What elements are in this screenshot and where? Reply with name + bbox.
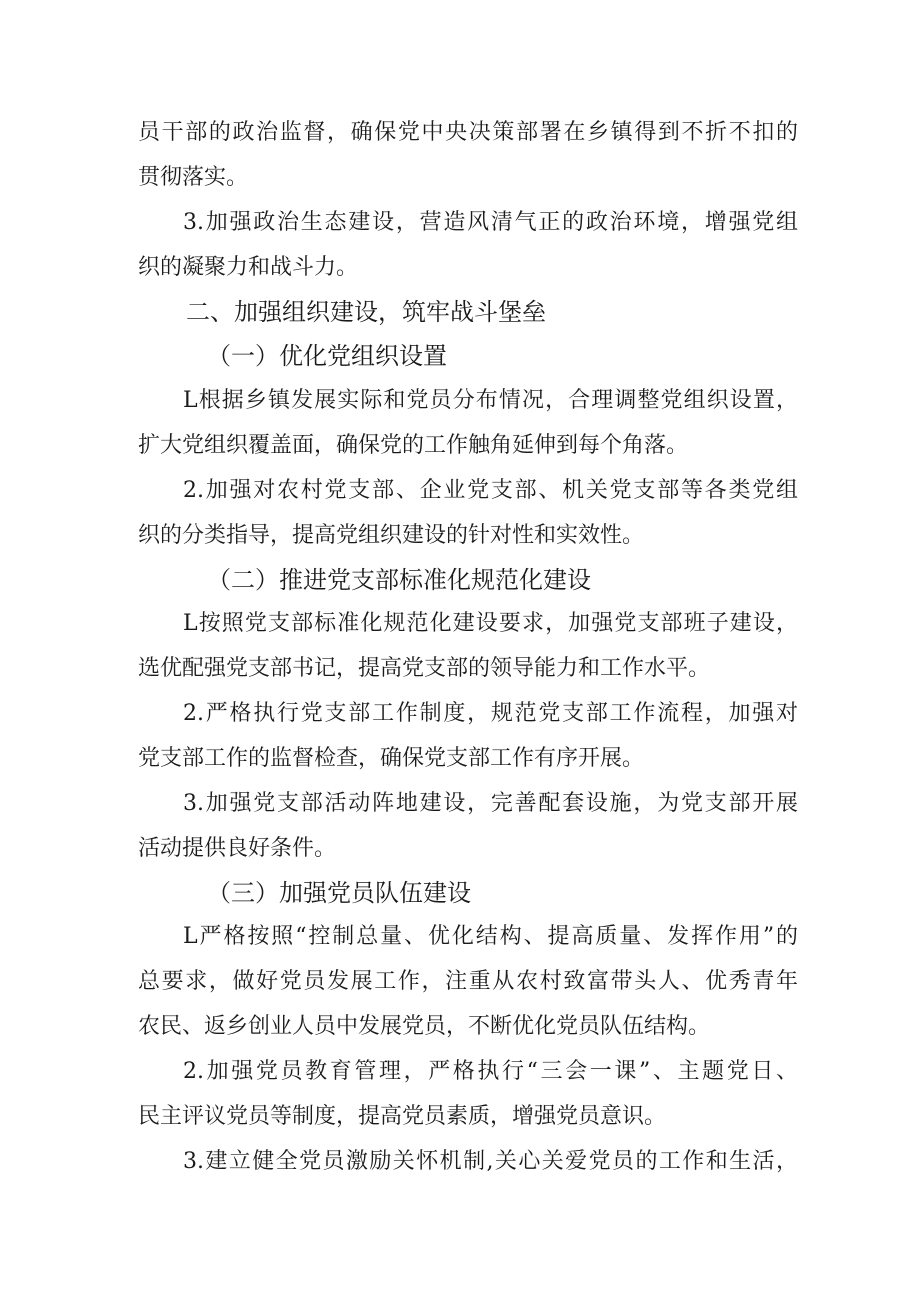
paragraph-line: 选优配强党支部书记，提高党支部的领导能力和工作水平。 xyxy=(138,656,711,681)
paragraph-line: 2.加强党员教育管理，严格执行“三会一课”、主题党日、 xyxy=(183,1059,798,1084)
paragraph-line: L严格按照“控制总量、优化结构、提高质量、发挥作用”的 xyxy=(183,924,798,949)
paragraph-line: 3.建立健全党员激励关怀机制,关心关爱党员的工作和生活， xyxy=(183,1149,798,1174)
paragraph-line: 3.加强党支部活动阵地建设，完善配套设施，为党支部开展 xyxy=(183,791,798,816)
paragraph-line: L根据乡镇发展实际和党员分布情况，合理调整党组织设置， xyxy=(183,388,798,413)
paragraph-line: 农民、返乡创业人员中发展党员，不断优化党员队伍结构。 xyxy=(138,1014,711,1039)
paragraph-line: 扩大党组织覆盖面，确保党的工作触角延伸到每个角落。 xyxy=(138,433,689,458)
paragraph-line: 员干部的政治监督，确保党中央决策部署在乡镇得到不折不扣的 xyxy=(138,120,798,145)
paragraph-line: 民主评议党员等制度，提高党员素质，增强党员意识。 xyxy=(138,1104,667,1129)
paragraph-line: L按照党支部标准化规范化建设要求，加强党支部班子建设， xyxy=(183,611,798,636)
paragraph-line: 2.加强对农村党支部、企业党支部、机关党支部等各类党组 xyxy=(183,478,798,503)
subsection-heading: （三）加强党员队伍建设 xyxy=(207,879,471,907)
paragraph-line: 贯彻落实。 xyxy=(138,165,249,190)
paragraph-line: 织的凝聚力和战斗力。 xyxy=(138,255,359,280)
paragraph-line: 织的分类指导，提高党组织建设的针对性和实效性。 xyxy=(138,523,645,548)
section-heading: 二、加强组织建设，筑牢战斗堡垒 xyxy=(186,298,546,326)
paragraph-line: 3.加强政治生态建设，营造风清气正的政治环境，增强党组 xyxy=(183,210,798,235)
subsection-heading: （二）推进党支部标准化规范化建设 xyxy=(207,566,591,594)
subsection-heading: （一）优化党组织设置 xyxy=(207,342,447,370)
paragraph-line: 总要求，做好党员发展工作，注重从农村致富带头人、优秀青年 xyxy=(138,969,798,994)
paragraph-line: 2.严格执行党支部工作制度，规范党支部工作流程，加强对 xyxy=(183,701,798,726)
paragraph-line: 活动提供良好条件。 xyxy=(138,836,337,861)
paragraph-line: 党支部工作的监督检查，确保党支部工作有序开展。 xyxy=(138,746,645,771)
